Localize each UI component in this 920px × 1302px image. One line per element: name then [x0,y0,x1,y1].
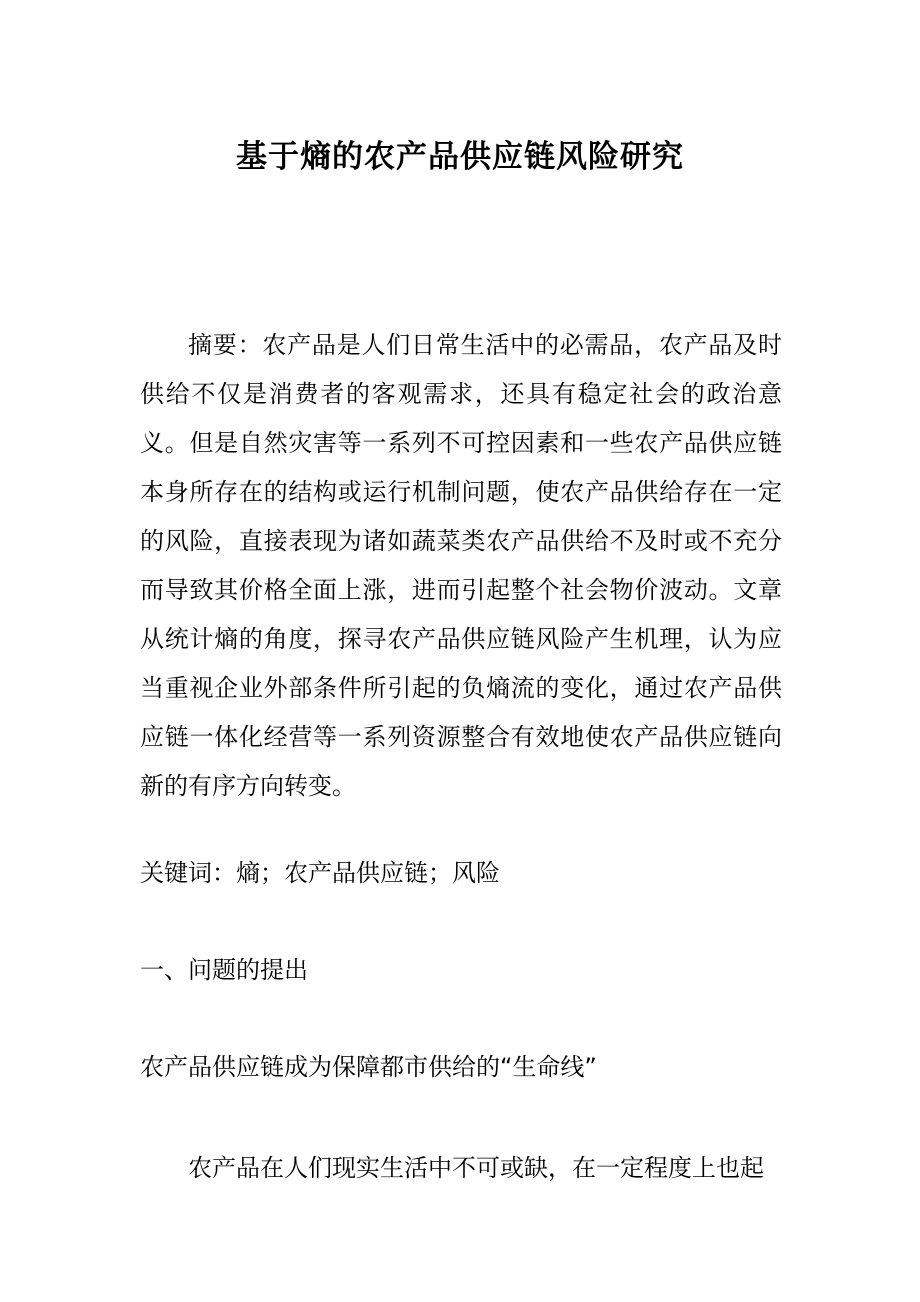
abstract-paragraph: 摘要：农产品是人们日常生活中的必需品，农产品及时供给不仅是消费者的客观需求，还具有稳定社会的政治意义。但是自然灾害等一系列不可控因素和一些农产品供应链本身所存在的结构或运行机制问题，使农产品供给存在一定的风险，直接表现为诸如蔬菜类农产品供给不及时或不充分而导致其价格全面上涨，进而引起整个社会物价波动。文章从统计熵的角度，探寻农产品供应链风险产生机理，认为应当重视企业外部条件所引起的负熵流的变化，通过农产品供应链一体化经营等一系列资源整合有效地使农产品供应链向新的有序方向转变。 [140,331,782,800]
body-paragraph: 农产品在人们现实生活中不可或缺，在一定程度上也起 [188,1154,764,1182]
document-title: 基于熵的农产品供应链风险研究 [236,138,684,175]
section-heading: 一、问题的提出 [140,956,308,984]
subsection-heading: 农产品供应链成为保障都市供给的“生命线” [140,1053,597,1081]
keywords-line: 关键词：熵；农产品供应链；风险 [140,859,500,887]
